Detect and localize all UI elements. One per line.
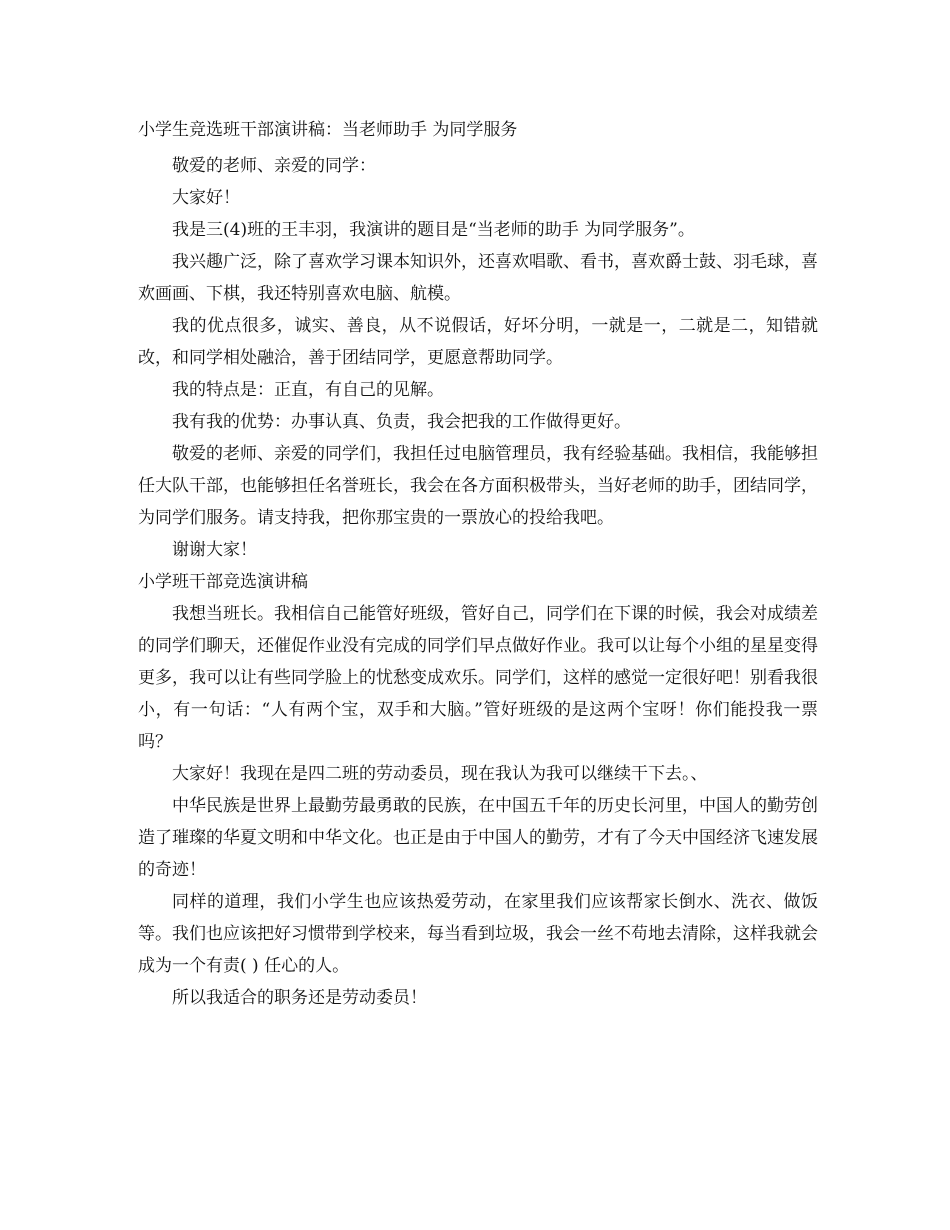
paragraph-strengths: 我的优点很多，诚实、善良，从不说假话，好坏分明，一就是一，二就是二，知错就改，和同学相处融洽，善于团结同学，更愿意帮助同学。 [138,316,818,368]
paragraph-experience: 敬爱的老师、亲爱的同学们，我担任过电脑管理员，我有经验基础。我相信，我能够担任大队干部，也能够担任名誉班长，我会在各方面积极带头，当好老师的助手，团结同学，为同学们服务。请支持我，把你那宝贵的一票放心的投给我吧。 [138,444,818,528]
section-title: 小学班干部竞选演讲稿 [138,572,308,592]
paragraph-habits: 同样的道理，我们小学生也应该热爱劳动，在家里我们应该帮家长倒水、洗衣、做饭等。我们也应该把好习惯带到学校来，每当看到垃圾，我会一丝不苟地去清除，这样我就会成为一个有责( ) 任心的人。 [138,892,818,976]
document-body [138,118,818,1014]
paragraph-thanks: 谢谢大家！ [172,540,257,560]
paragraph-greeting: 敬爱的老师、亲爱的同学： [172,156,376,176]
paragraph-advantage: 我有我的优势：办事认真、负责，我会把我的工作做得更好。 [172,412,631,432]
paragraph-conclusion: 所以我适合的职务还是劳动委员！ [172,988,427,1008]
paragraph-hello: 大家好！ [172,188,240,208]
paragraph-traits: 我的特点是：正直，有自己的见解。 [172,380,444,400]
paragraph-nation: 中华民族是世界上最勤劳最勇敢的民族，在中国五千年的历史长河里，中国人的勤劳创造了璀璨的华夏文明和中华文化。也正是由于中国人的勤劳，才有了今天中国经济飞速发展的奇迹！ [138,796,818,880]
paragraph-intro: 我是三(4)班的王丰羽，我演讲的题目是“当老师的助手 为同学服务”。 [172,220,695,240]
document-title: 小学生竞选班干部演讲稿：当老师助手 为同学服务 [138,120,518,140]
paragraph-labor-hello: 大家好！我现在是四二班的劳动委员，现在我认为我可以继续干下去。、 [172,764,708,784]
paragraph-monitor: 我想当班长。我相信自己能管好班级，管好自己，同学们在下课的时候，我会对成绩差的同学们聊天，还催促作业没有完成的同学们早点做好作业。我可以让每个小组的星星变得更多，我可以让有些同学脸上的忧愁变成欢乐。同学们，这样的感觉一定很好吧！别看我很小，有一句话：“人有两个宝，双手和大脑。”管好班级的是这两个宝呀！你们能投我一票吗？ [138,604,818,752]
paragraph-hobbies: 我兴趣广泛，除了喜欢学习课本知识外，还喜欢唱歌、看书，喜欢爵士鼓、羽毛球，喜欢画画、下棋，我还特别喜欢电脑、航模。 [138,252,818,304]
